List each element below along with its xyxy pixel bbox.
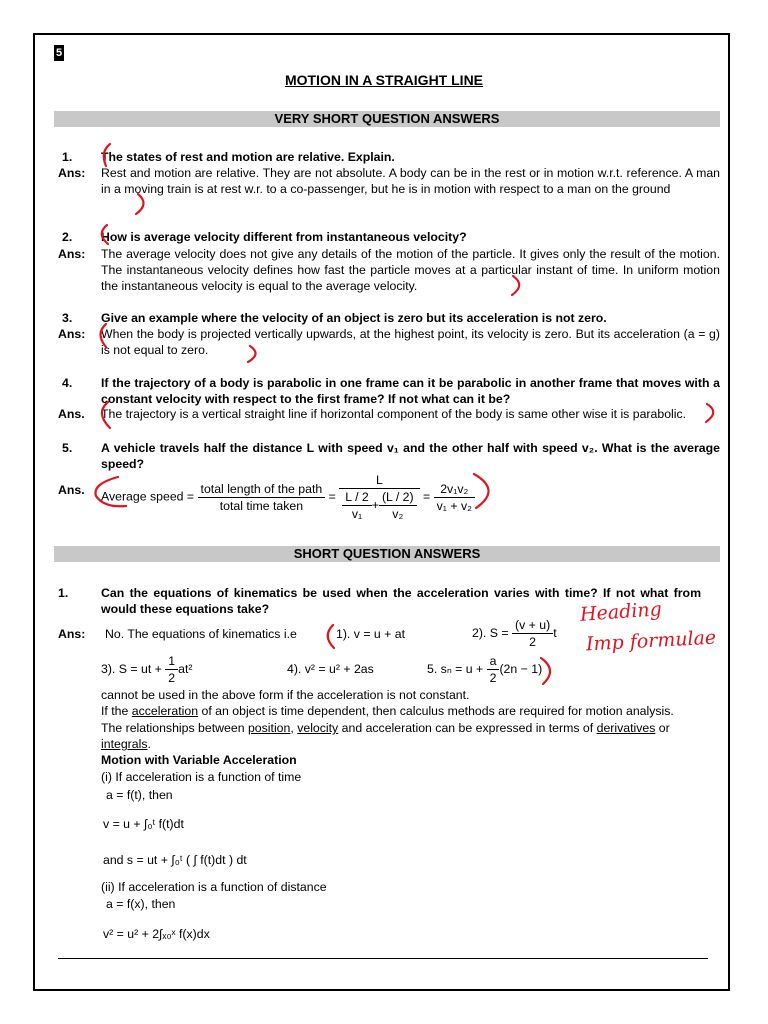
section-header-short: SHORT QUESTION ANSWERS (54, 546, 720, 562)
body-line: cannot be used in the above form if the acceleration is not constant. (101, 688, 470, 702)
denominator: 2 (529, 635, 537, 649)
question-text: A vehicle travels half the distance L with speed v₁ and the other half with speed v₂. What is the average speed? (101, 441, 720, 471)
plus-sign: + (371, 497, 379, 512)
handwritten-note: Heading (579, 598, 663, 626)
body-line: (ii) If acceleration is a function of distance (101, 880, 327, 894)
question-number: 1. (62, 150, 73, 164)
question-text: Give an example where the velocity of an object is zero but its acceleration is not zero. (101, 311, 607, 325)
text-span: of an object is time dependent, then calculus methods are required for motion analysis. (198, 704, 674, 718)
formula-line: and s = ut + ∫₀ᵗ ( ∫ f(t)dt ) dt (103, 853, 247, 867)
text-span: , (290, 721, 298, 735)
text-span: The relationships between (101, 721, 248, 735)
page-title: MOTION IN A STRAIGHT LINE (284, 72, 484, 88)
question-text: If the trajectory of a body is parabolic in one frame can it be parabolic in another frame that moves with a constant velocity with respect to the first frame? If not what can it be? (101, 376, 720, 406)
answer-label: Ans. (58, 483, 85, 497)
question-number: 5. (62, 441, 73, 455)
red-bracket-open (101, 324, 107, 347)
red-bracket-close (248, 346, 256, 362)
link-acceleration[interactable]: acceleration (131, 704, 199, 718)
equals-sign: = (328, 489, 336, 504)
text-span: and acceleration can be expressed in terms of (338, 721, 597, 735)
text-span: If the (101, 704, 132, 718)
equals-sign: = (423, 489, 431, 504)
red-bracket-close (541, 658, 550, 684)
question-number: 1. (58, 586, 69, 600)
numerator: a (487, 653, 500, 670)
question-text: Can the equations of kinematics be used when the acceleration varies with time? If not what from would these equations take? (101, 586, 701, 616)
link-derivatives[interactable]: derivatives (596, 721, 656, 735)
formula-line: v = u + ∫₀ᵗ f(t)dt (103, 817, 184, 831)
numerator: 2v₁v₂ (434, 481, 475, 498)
equation-prefix: 3). S = ut + (101, 661, 162, 676)
link-integrals[interactable]: integrals (101, 737, 148, 751)
formula-line: a = f(t), then (106, 788, 173, 802)
equation-suffix: at² (178, 661, 193, 676)
link-position[interactable]: position (247, 721, 291, 735)
answer-label: Ans: (58, 166, 86, 180)
equation-prefix: 5. sₙ = u + (427, 661, 484, 676)
denominator: total time taken (219, 498, 304, 513)
answer-text: The trajectory is a vertical straight line if horizontal component of the body is same other wise it is parabolic. (101, 407, 687, 421)
numerator: L (339, 472, 419, 489)
numerator: L / 2 (342, 489, 371, 506)
numerator: (v + u) (512, 617, 553, 634)
red-bracket-open (328, 625, 334, 648)
formula-line: v² = u² + 2∫ₓ₀ˣ f(x)dx (103, 927, 210, 941)
red-bracket-open (104, 144, 110, 166)
subheading: Motion with Variable Acceleration (101, 753, 297, 767)
link-velocity[interactable]: velocity (297, 721, 339, 735)
answer-label: Ans: (58, 327, 86, 341)
equation-1: 1). v = u + at (336, 627, 406, 641)
numerator: 1 (165, 653, 178, 670)
red-bracket-open (102, 225, 108, 244)
denominator: 2 (489, 671, 497, 685)
body-line: (i) If acceleration is a function of time (101, 770, 302, 784)
formula-lhs: Average speed = (101, 489, 195, 504)
formula-line: a = f(x), then (106, 897, 176, 911)
equation-suffix: t (553, 625, 557, 640)
question-number: 2. (62, 230, 73, 244)
text-span: . (147, 737, 151, 751)
question-text: The states of rest and motion are relative. Explain. (101, 150, 395, 164)
red-bracket-close (136, 194, 144, 214)
text-span: or (655, 721, 670, 735)
numerator: (L / 2) (379, 489, 417, 506)
red-bracket-open (102, 402, 110, 428)
red-bracket-close (706, 404, 713, 422)
page-number: 5 (55, 47, 63, 59)
red-bracket-close (512, 276, 519, 295)
answer-text: The average velocity does not give any details of the motion of the particle. It gives only the result of the motion. The instantaneous velocity defines how fast the particle moves at a particular instant of time. In uniform motion the instantaneous velocity is equal to the average velocity. (101, 247, 720, 293)
handwritten-note: Imp formulae (585, 626, 717, 656)
denominator: 2 (168, 671, 176, 685)
answer-text: Rest and motion are relative. They are not absolute. A body can be in the rest or in motion w.r.t. reference. A man in a moving train is at rest w.r. to a co-passenger, but he is in motion with respect to a man on the ground (101, 166, 720, 196)
red-mark-arrow (95, 477, 126, 506)
red-bracket-close (474, 474, 489, 508)
answer-text: When the body is projected vertically upwards, at the highest point, its velocity is zero. But its acceleration (a = g) is not equal to zero. (101, 327, 720, 357)
numerator: total length of the path (198, 481, 326, 498)
answer-label: Ans. (58, 407, 85, 421)
answer-label: Ans: (58, 627, 86, 641)
answer-intro: No. The equations of kinematics i.e (105, 627, 297, 641)
section-header-very-short: VERY SHORT QUESTION ANSWERS (54, 111, 720, 127)
denominator: v₁ + v₂ (436, 498, 472, 513)
equation-suffix: (2n − 1) (499, 661, 543, 676)
denominator: v₂ (392, 507, 404, 521)
question-number: 3. (62, 311, 73, 325)
denominator: v₁ (351, 507, 363, 521)
answer-label: Ans: (58, 247, 86, 261)
equation-prefix: 2). S = (472, 625, 509, 640)
question-text: How is average velocity different from instantaneous velocity? (101, 230, 467, 244)
equation-4: 4). v² = u² + 2as (287, 662, 374, 676)
question-number: 4. (62, 376, 73, 390)
